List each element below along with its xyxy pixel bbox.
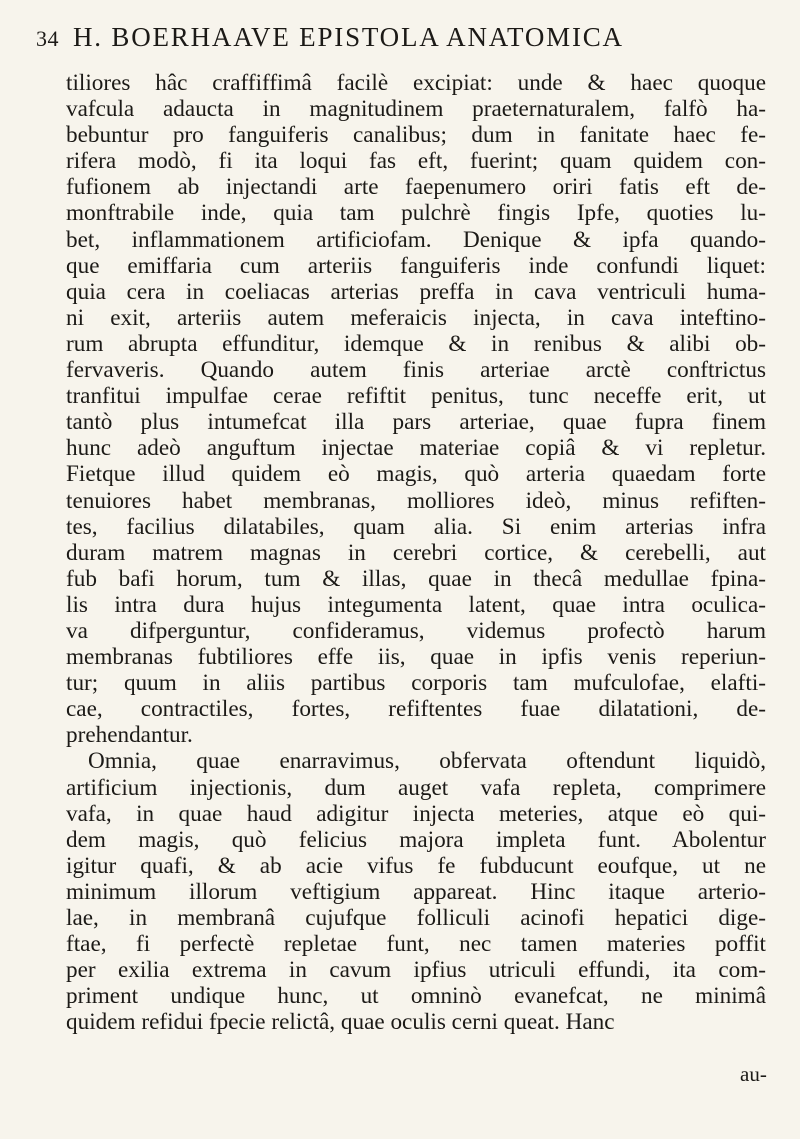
text-line: bebuntur pro fanguiferis canalibus; dum in fanitate haec fe- — [66, 122, 766, 149]
text-line: membranas fubtiliores effe iis, quae in ipfis venis reperiun- — [66, 644, 766, 671]
text-line: Fietque illud quidem eò magis, quò arteria quaedam forte — [66, 461, 766, 488]
text-line: per exilia extrema in cavum ipfius utriculi effundi, ita com- — [66, 957, 766, 984]
text-line: rum abrupta effunditur, idemque & in renibus & alibi ob- — [66, 330, 766, 357]
text-line: bet, inflammationem artificiofam. Denique & ipfa quando- — [66, 226, 766, 253]
running-title: H. BOERHAAVE EPISTOLA ANATOMICA — [73, 22, 624, 52]
text-line: tantò plus intumefcat illa pars arteriae, quae fupra finem — [66, 409, 766, 436]
text-line: cae, contractiles, fortes, refiftentes fuae dilatationi, de- — [66, 696, 766, 723]
text-line: tranfitui impulfae cerae refiftit penitus, tunc neceffe erit, ut — [66, 383, 766, 410]
text-line: fufionem ab injectandi arte faepenumero oriri fatis eft de- — [66, 174, 766, 201]
text-line: priment undique hunc, ut omninò evanefcat, ne minimâ — [66, 983, 766, 1010]
text-line: duram matrem magnas in cerebri cortice, & cerebelli, aut — [66, 539, 766, 566]
text-line: minimum illorum veftigium appareat. Hinc itaque arterio- — [66, 878, 766, 905]
text-line: quidem refidui fpecie relictâ, quae oculis cerni queat. Hanc — [66, 1009, 615, 1036]
text-line: va difperguntur, confideramus, videmus profectò harum — [66, 617, 766, 644]
catchword: au- — [740, 1062, 767, 1086]
text-line: ftae, fi perfectè repletae funt, nec tamen materies poffit — [66, 931, 766, 958]
page-number: 34 — [36, 26, 59, 51]
text-line: dem magis, quò felicius majora impleta funt. Abolentur — [66, 826, 766, 853]
text-line: que emiffaria cum arteriis fanguiferis inde confundi liquet: — [66, 252, 766, 279]
text-line: quia cera in coeliacas arterias preffa in cava ventriculi huma- — [66, 278, 766, 305]
text-line: Omnia, quae enarravimus, obfervata oftendunt liquidò, — [88, 748, 766, 775]
text-line: vafa, in quae haud adigitur injecta meteries, atque eò qui- — [66, 800, 766, 827]
text-line: artificium injectionis, dum auget vafa repleta, comprimere — [66, 774, 766, 801]
text-line: monftrabile inde, quia tam pulchrè fingis Ipfe, quoties lu- — [66, 200, 766, 227]
text-line: fervaveris. Quando autem finis arteriae arctè conftrictus — [66, 357, 766, 384]
text-line: ni exit, arteriis autem meferaicis injecta, in cava inteftino- — [66, 304, 766, 331]
text-line: rifera modò, fi ita loqui fas eft, fuerint; quam quidem con- — [66, 148, 766, 175]
text-line: tes, facilius dilatabiles, quam alia. Si enim arterias infra — [66, 513, 766, 540]
text-line: tenuiores habet membranas, molliores ideò, minus refiften- — [66, 487, 766, 514]
text-line: lae, in membranâ cujufque folliculi acinofi hepatici dige- — [66, 905, 766, 931]
text-line: tiliores hâc craffiffimâ facilè excipiat: unde & haec quoque — [66, 70, 766, 96]
page-header — [36, 22, 766, 68]
text-line: lis intra dura hujus integumenta latent, quae intra oculica- — [66, 591, 766, 618]
text-line: tur; quum in aliis partibus corporis tam mufculofae, elafti- — [66, 670, 766, 697]
text-line: igitur quafi, & ab acie vifus fe fubducunt eoufque, ut ne — [66, 852, 766, 879]
body-text — [66, 70, 766, 1035]
text-line: hunc adeò anguftum injectae materiae copiâ & vi repletur. — [66, 435, 766, 462]
text-line: prehendantur. — [66, 722, 193, 749]
text-line: fub bafi horum, tum & illas, quae in thecâ medullae fpina- — [66, 565, 766, 592]
text-line: vafcula adaucta in magnitudinem praeternaturalem, falfò ha- — [66, 96, 766, 123]
